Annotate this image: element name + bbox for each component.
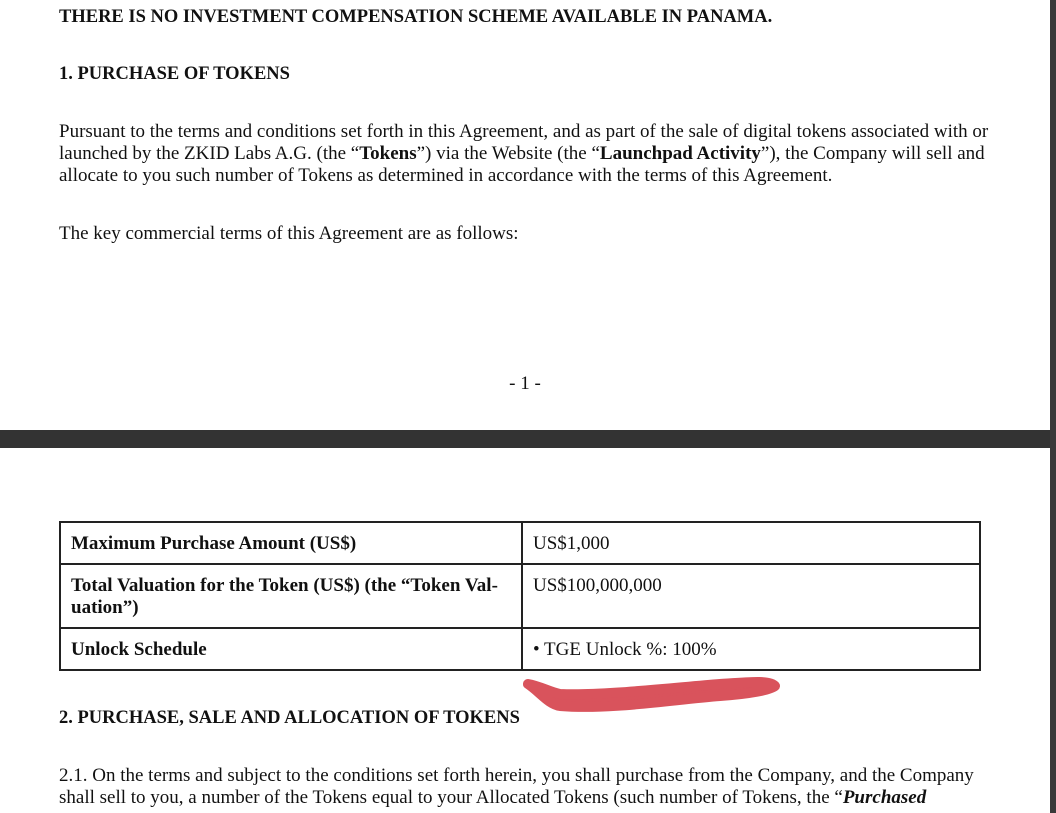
- tokens-defined-term: Tokens: [359, 143, 417, 164]
- key-terms-table: [59, 521, 981, 671]
- term-key: Maximum Purchase Amount (US$): [60, 522, 522, 564]
- document-page-2: [0, 448, 1050, 813]
- key-terms-intro: The key commercial terms of this Agreement are as follows:: [59, 223, 519, 244]
- page-number: - 1 -: [509, 373, 541, 394]
- section-1-paragraph: [59, 121, 989, 187]
- section-2-heading: 2. PURCHASE, SALE AND ALLOCATION OF TOKENS: [59, 708, 520, 728]
- section-1-heading: 1. PURCHASE OF TOKENS: [59, 64, 290, 84]
- table-row: [60, 522, 980, 564]
- launchpad-activity-defined-term: Launchpad Activity: [599, 143, 761, 164]
- table-row: [60, 628, 980, 670]
- viewer-scroll-edge: [1050, 0, 1056, 813]
- term-key: Total Valuation for the Token (US$) (the “Token Val- uation”): [60, 564, 522, 628]
- red-highlight-mark: [520, 670, 782, 722]
- page-separator: [0, 430, 1056, 448]
- purchased-defined-term: Purchased: [842, 787, 927, 808]
- term-value: US$1,000: [522, 522, 980, 564]
- para-text-3: ”), the Company will sell and allocate to you such number of Tokens as determined in accordance with the terms of this Agreement.: [59, 143, 985, 186]
- para-text-1: Pursuant to the terms and conditions set forth in this Agreement, and as part of the sale of digital tokens associated with or launched by the ZKID Labs A.G. (the “: [59, 121, 989, 164]
- term-value: US$100,000,000: [522, 564, 980, 628]
- para-text: 2.1. On the terms and subject to the conditions set forth herein, you shall purchase from the Company, and the Company shall sell to you, a number of the Tokens equal to your Allocated Tokens (such number of Tokens, the “: [59, 765, 974, 808]
- table-row: [60, 564, 980, 628]
- section-2-1-paragraph: [59, 765, 994, 809]
- para-text-2: ”) via the Website (the “: [416, 143, 600, 164]
- term-key: Unlock Schedule: [60, 628, 522, 670]
- term-value: • TGE Unlock %: 100%: [522, 628, 980, 670]
- investment-compensation-notice: THERE IS NO INVESTMENT COMPENSATION SCHEME AVAILABLE IN PANAMA.: [59, 7, 773, 27]
